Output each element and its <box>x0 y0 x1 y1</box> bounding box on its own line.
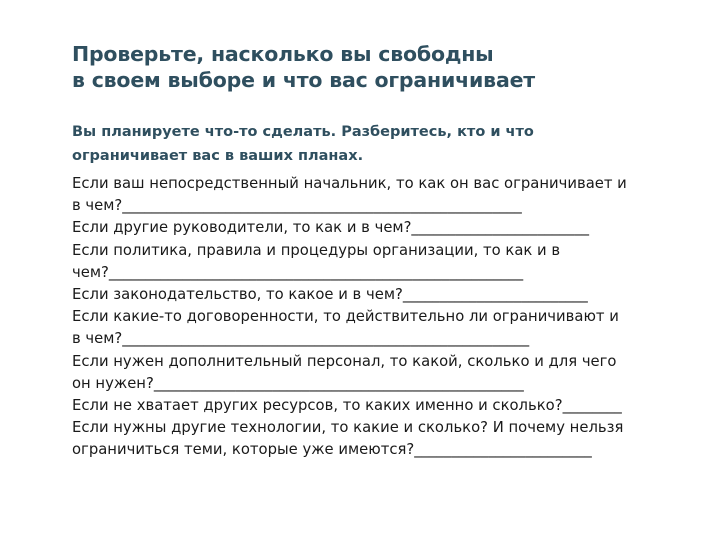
question-line: Если нужны другие технологии, то какие и сколько? И почему нельзя <box>72 419 624 437</box>
subtitle-line: Вы планируете что-то сделать. Разберитесь, кто и что <box>72 124 534 140</box>
question-line: в чем?_______________________________________________________ <box>72 330 530 348</box>
question-line: Если не хватает других ресурсов, то каких именно и сколько?________ <box>72 397 622 415</box>
slide-title <box>72 41 692 93</box>
question-line: Если нужен дополнительный персонал, то какой, сколько и для чего <box>72 352 617 370</box>
question-line: Если какие-то договоренности, то действительно ли ограничивают и <box>72 308 619 326</box>
title-line: в своем выборе и что вас ограничивает <box>72 68 535 92</box>
question-line: Если политика, правила и процедуры организации, то как и в <box>72 241 561 259</box>
subtitle-line: ограничивает вас в ваших планах. <box>72 148 364 164</box>
title-line: Проверьте, насколько вы свободны <box>72 42 494 66</box>
question-line: Если другие руководители, то как и в чем?________________________ <box>72 219 589 237</box>
question-line: он нужен?__________________________________________________ <box>72 374 524 392</box>
slide-subtitle <box>72 120 672 168</box>
question-line: в чем?______________________________________________________ <box>72 197 522 215</box>
question-line: Если ваш непосредственный начальник, то как он вас ограничивает и <box>72 175 627 192</box>
question-line: ограничиться теми, которые уже имеются?________________________ <box>72 441 592 459</box>
question-line: чем?________________________________________________________ <box>72 263 524 281</box>
question-line: Если законодательство, то какое и в чем?_________________________ <box>72 286 588 304</box>
question-list <box>72 173 682 462</box>
